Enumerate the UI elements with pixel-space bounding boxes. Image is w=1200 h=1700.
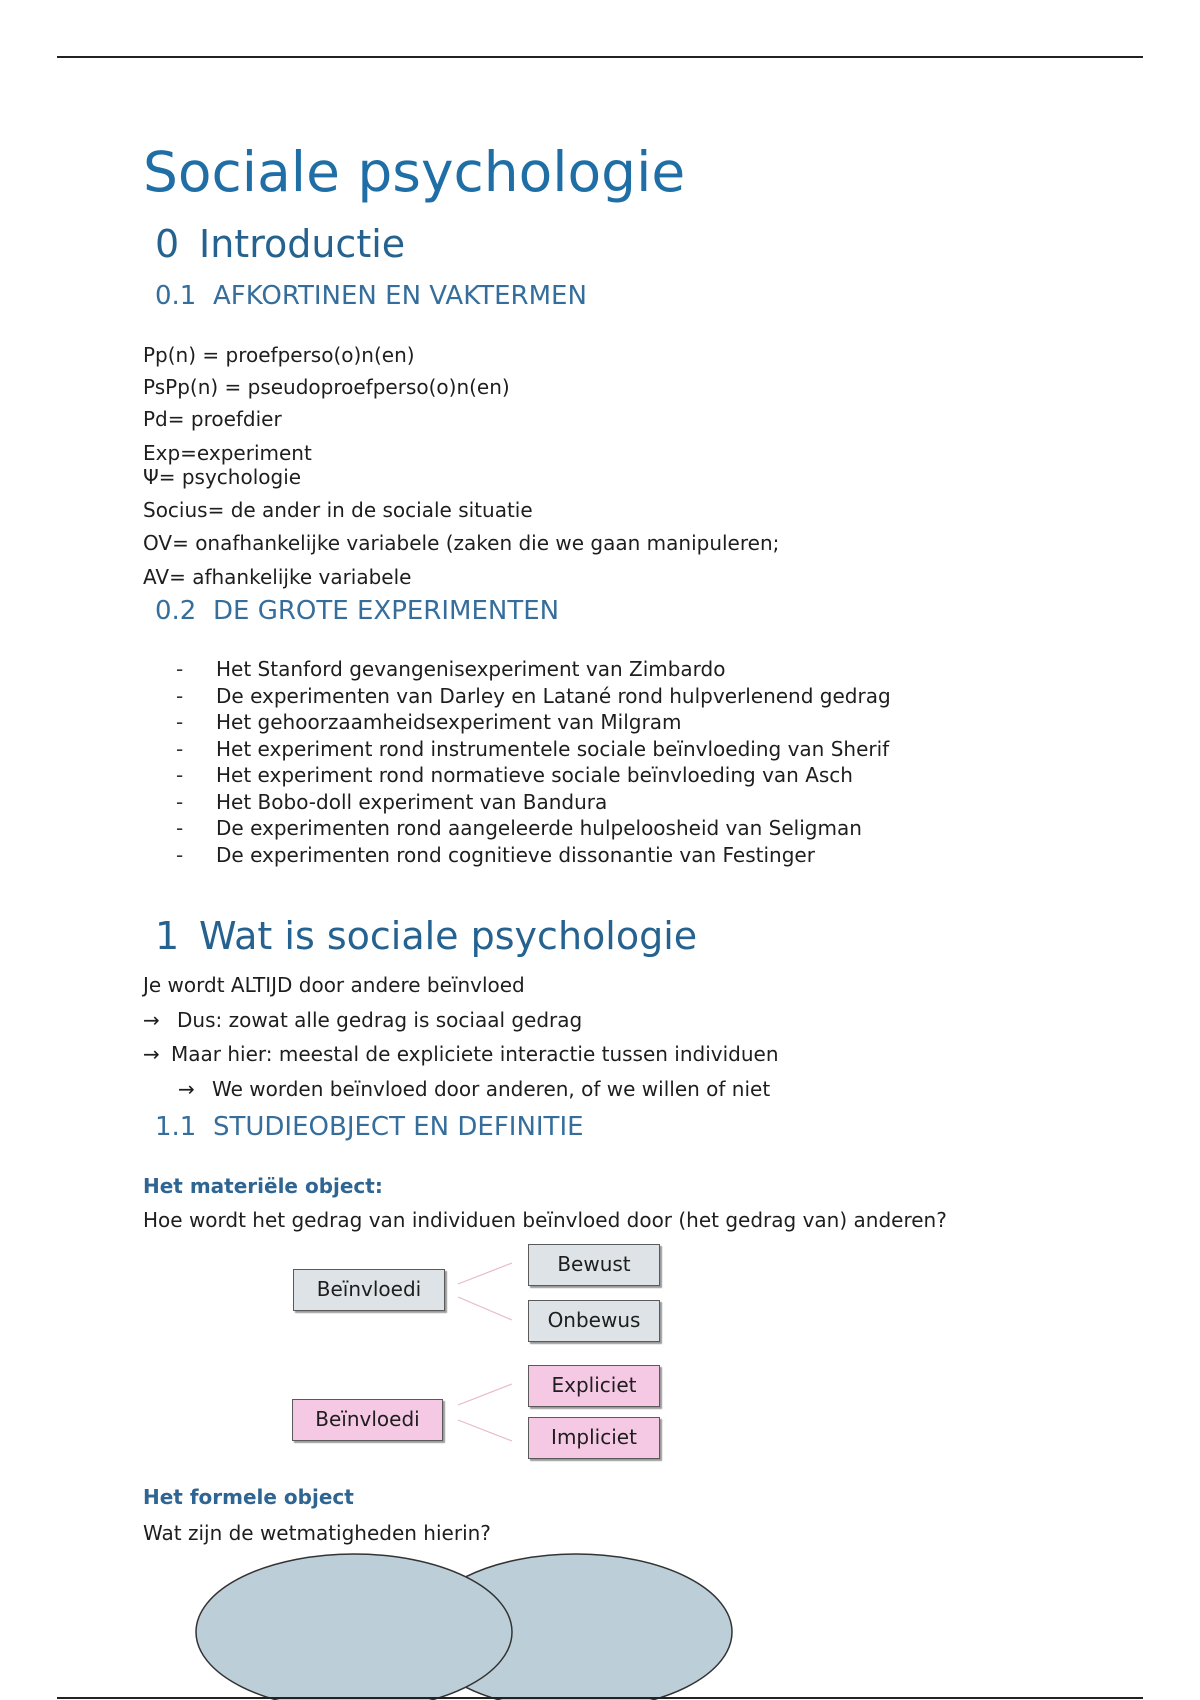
bullet: - (176, 657, 184, 681)
diagram-child-box: Impliciet (528, 1417, 660, 1459)
venn-circle-left (196, 1554, 512, 1700)
section-number: 0.2 (155, 596, 197, 626)
diagram-root-box: Beïnvloedi (293, 1269, 445, 1311)
abbreviation-line: Socius= de ander in de sociale situatie (143, 498, 533, 522)
diagram-child-box: Expliciet (528, 1365, 660, 1407)
connector-line (458, 1297, 512, 1320)
list-item-text: De experimenten rond cognitieve dissonantie van Festinger (216, 842, 815, 867)
list-item-text: Het gehoorzaamheidsexperiment van Milgram (216, 710, 682, 734)
list-item-text: Het Bobo-doll experiment van Bandura (216, 789, 608, 814)
section-title: Wat is sociale psychologie (199, 914, 698, 958)
connector-line (458, 1384, 512, 1405)
arrow-icon: → (143, 1042, 160, 1066)
arrow-line-text: Dus: zowat alle gedrag is sociaal gedrag (177, 1008, 583, 1032)
list-item-text: Het experiment rond instrumentele sociale beïnvloeding van Sherif (216, 736, 890, 761)
abbreviation-line: AV= afhankelijke variabele (143, 565, 412, 589)
abbreviation-line: Ψ= psychologie (143, 465, 302, 489)
section-title: AFKORTINEN EN VAKTERMEN (213, 281, 587, 311)
formal-object-heading: Het formele object (143, 1485, 354, 1509)
arrow-icon: → (178, 1077, 195, 1101)
bullet: - (176, 842, 184, 867)
bullet: - (176, 736, 184, 761)
section-title: DE GROTE EXPERIMENTEN (213, 596, 560, 626)
arrow-line-text: Maar hier: meestal de expliciete interactie tussen individuen (171, 1042, 779, 1066)
section-number: 1 (155, 914, 180, 958)
list-item-text: De experimenten rond aangeleerde hulpeloosheid van Seligman (216, 816, 862, 840)
arrow-icon: → (143, 1008, 160, 1032)
diagram-root-box: Beïnvloedi (292, 1399, 443, 1441)
section-number: 1.1 (155, 1112, 197, 1142)
section-title: Introductie (199, 222, 406, 266)
list-item-text: Het experiment rond normatieve sociale beïnvloeding van Asch (216, 763, 853, 787)
bullet: - (176, 710, 184, 734)
bullet: - (176, 789, 184, 814)
abbreviation-line: Exp=experiment (143, 441, 312, 465)
bottom-rule (57, 1697, 1143, 1699)
document-title: Sociale psychologie (143, 140, 686, 204)
diagram-child-box: Bewust (528, 1244, 660, 1286)
abbreviation-line: OV= onafhankelijke variabele (zaken die we gaan manipuleren; (143, 531, 780, 555)
formal-object-text: Wat zijn de wetmatigheden hierin? (143, 1521, 491, 1545)
abbreviation-line: Pd= proefdier (143, 407, 282, 431)
bullet: - (176, 763, 184, 787)
material-object-text: Hoe wordt het gedrag van individuen beïnvloed door (het gedrag van) anderen? (143, 1208, 947, 1232)
list-item-text: Het Stanford gevangenisexperiment van Zimbardo (216, 657, 726, 681)
abbreviation-line: Pp(n) = proefperso(o)n(en) (143, 343, 415, 367)
connector-line (458, 1420, 512, 1441)
intro-text: Je wordt ALTIJD door andere beïnvloed (143, 973, 525, 997)
material-object-heading: Het materiële object: (143, 1174, 383, 1198)
bullet: - (176, 816, 184, 840)
arrow-line-text: We worden beïnvloed door anderen, of we willen of niet (212, 1077, 771, 1101)
abbreviation-line: PsPp(n) = pseudoproefperso(o)n(en) (143, 375, 510, 399)
section-title: STUDIEOBJECT EN DEFINITIE (213, 1112, 584, 1142)
diagram-child-box: Onbewus (528, 1300, 660, 1342)
list-item-text: De experimenten van Darley en Latané rond hulpverlenend gedrag (216, 683, 891, 708)
bullet: - (176, 683, 184, 708)
connector-line (458, 1263, 512, 1284)
section-number: 0 (155, 222, 180, 266)
section-number: 0.1 (155, 281, 197, 311)
